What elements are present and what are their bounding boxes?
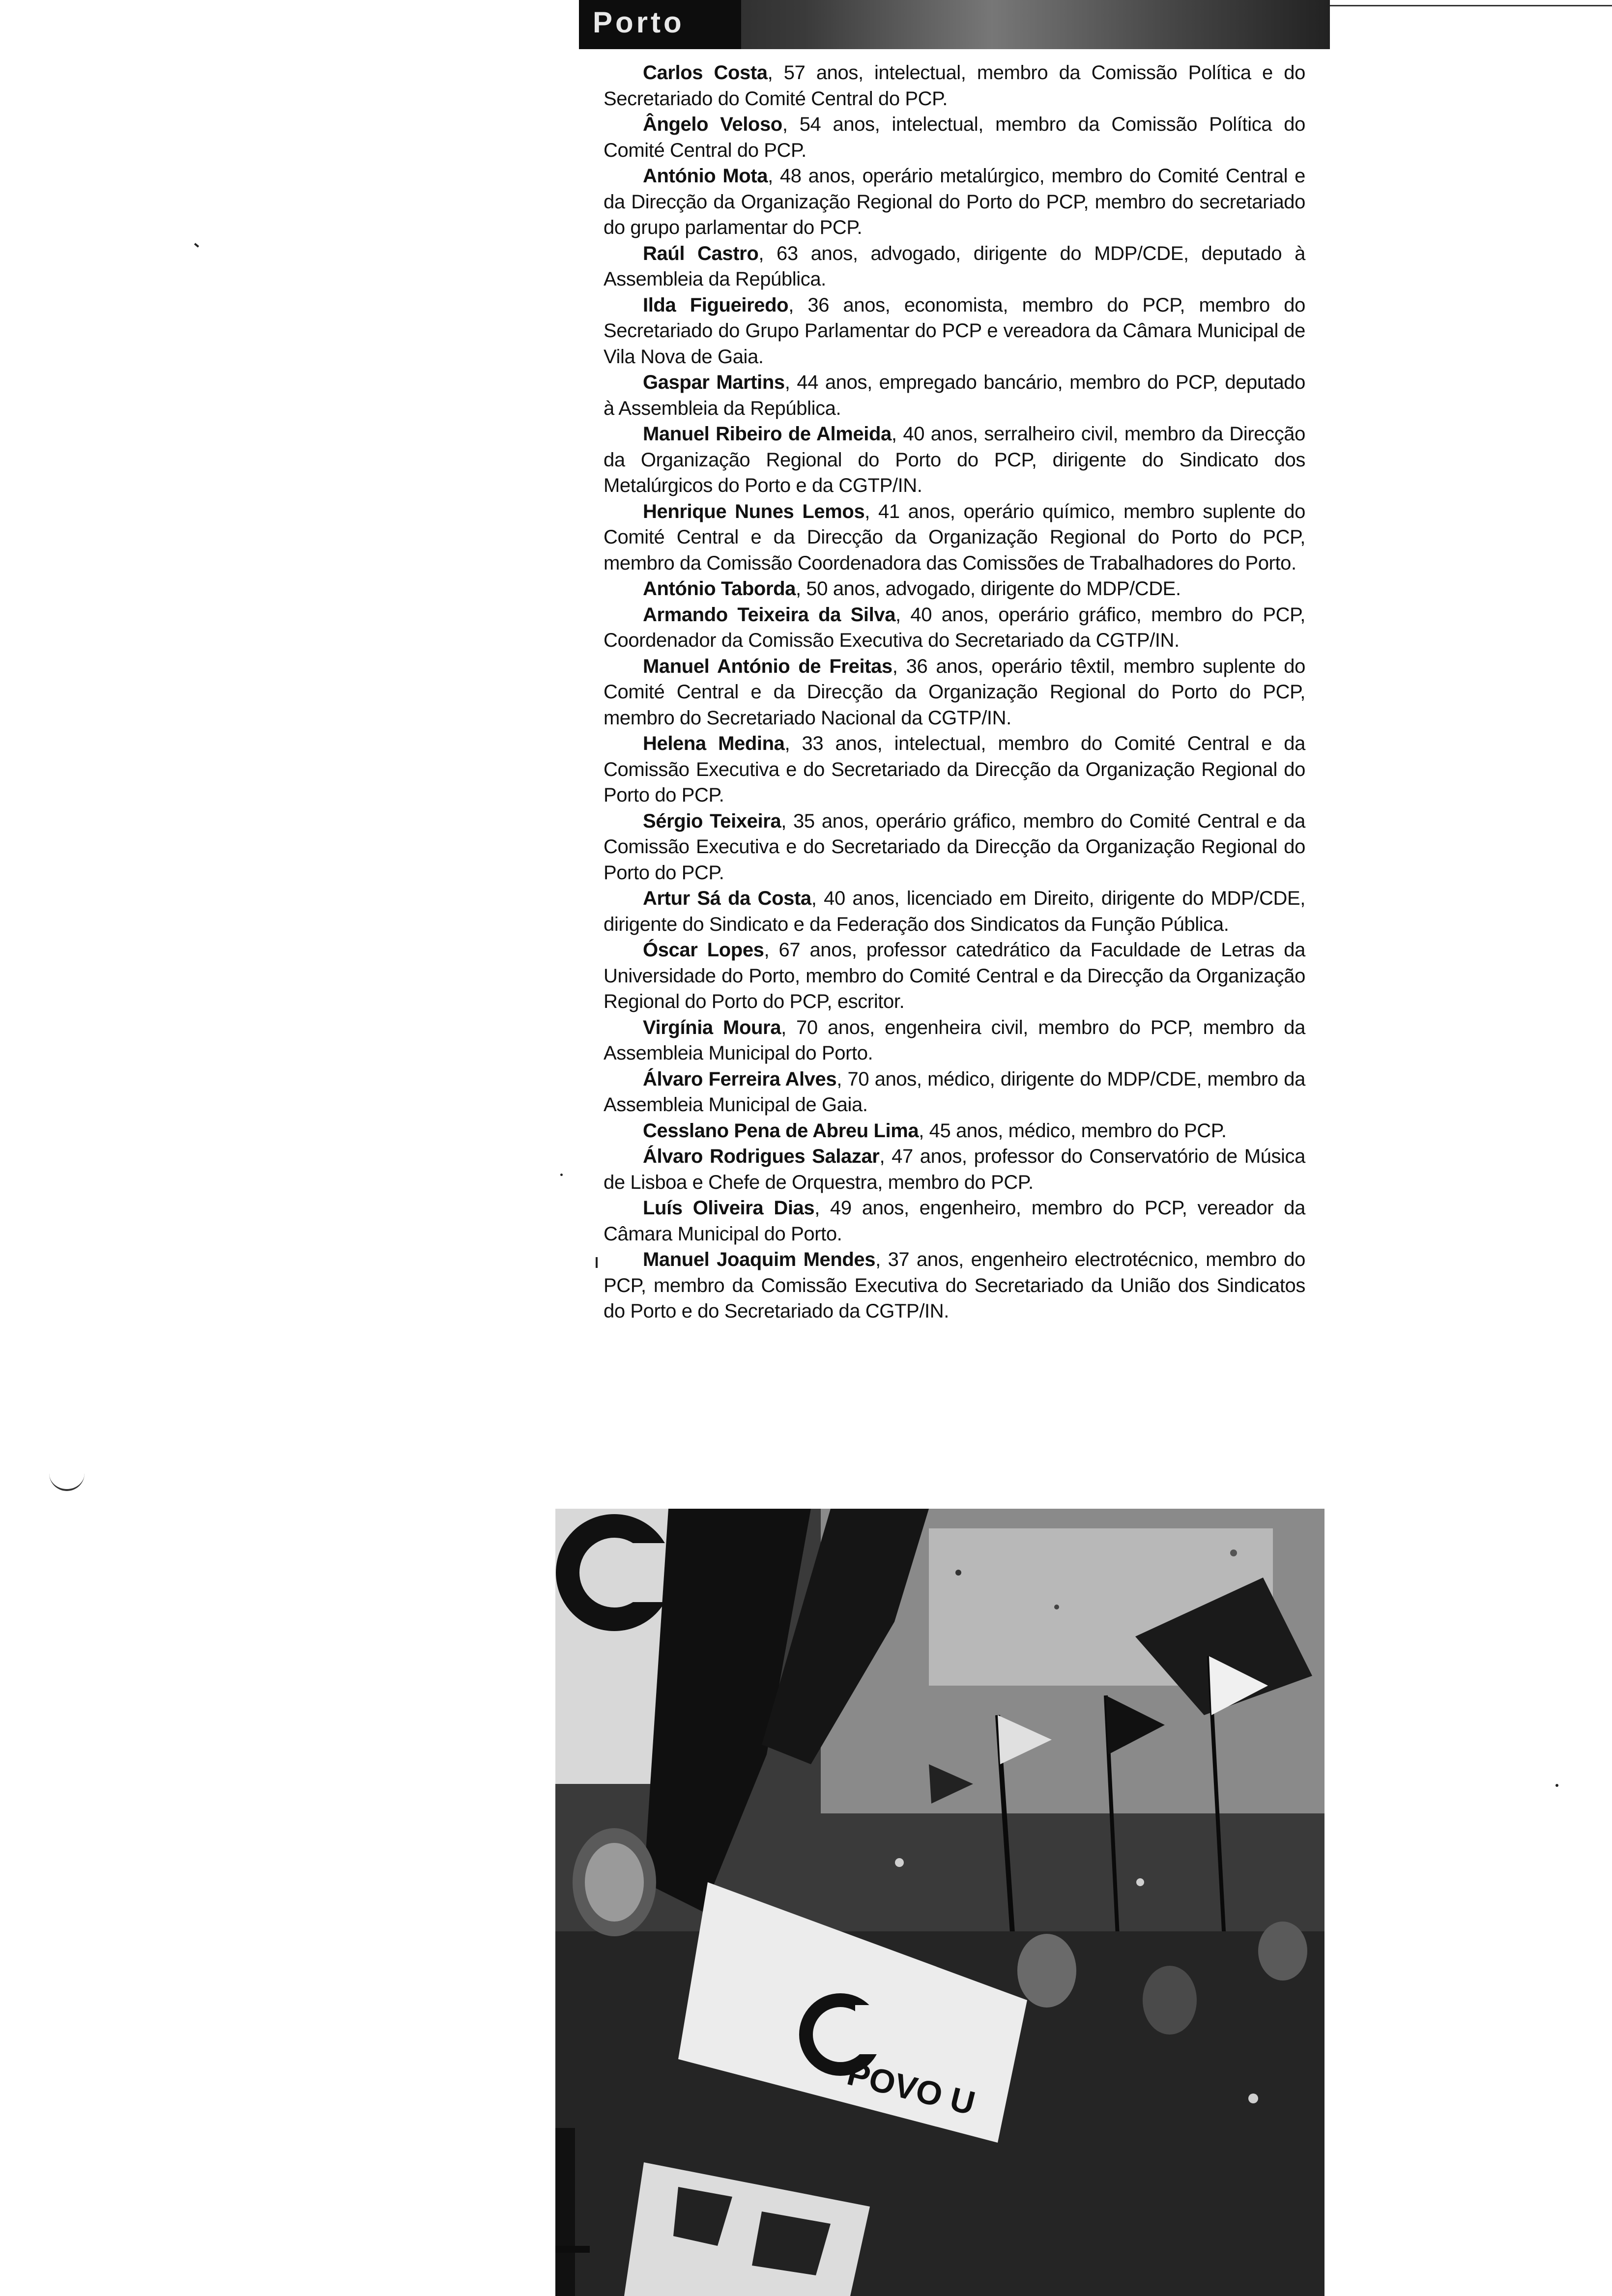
candidate-name: Manuel Ribeiro de Almeida	[643, 423, 892, 445]
candidate-name: Carlos Costa	[643, 62, 768, 84]
candidate-entry	[604, 1195, 1305, 1247]
candidate-entry	[604, 654, 1305, 731]
candidate-description: , 57 anos, intelectual, membro da Comissão Política e do Secretariado do Comité Central do PCP.	[604, 62, 1305, 110]
section-header-title: Porto	[593, 6, 685, 39]
candidate-entry	[604, 1144, 1305, 1195]
candidate-name: Manuel Joaquim Mendes	[643, 1249, 876, 1270]
candidate-description: , 40 anos, licenciado em Direito, dirigente do MDP/CDE, dirigente do Sindicato e da Federação dos Sindicatos da Função Pública.	[604, 888, 1305, 935]
candidate-name: Sérgio Teixeira	[643, 810, 781, 832]
candidate-entry	[604, 163, 1305, 241]
candidate-description: , 47 anos, professor do Conservatório de Música de Lisboa e Chefe de Orquestra, membro do PCP.	[604, 1146, 1305, 1193]
candidate-entry	[604, 112, 1305, 163]
candidate-name: Ângelo Veloso	[643, 114, 782, 135]
candidate-entry	[604, 1118, 1305, 1144]
candidate-name: Armando Teixeira da Silva	[643, 603, 896, 626]
candidate-name: Gaspar Martins	[643, 372, 785, 393]
candidate-name: Helena Medina	[643, 733, 785, 754]
scan-speck	[560, 1174, 563, 1176]
candidate-name: Henrique Nunes Lemos	[643, 500, 865, 522]
header-rule	[1330, 5, 1612, 6]
candidate-entry	[604, 886, 1305, 937]
candidate-entry	[604, 292, 1305, 370]
candidate-name: Álvaro Rodrigues Salazar	[643, 1146, 880, 1167]
candidate-description: , 44 anos, empregado bancário, membro do PCP, deputado à Assembleia da República.	[604, 372, 1305, 419]
candidate-description: , 54 anos, intelectual, membro da Comissão Política do Comité Central do PCP.	[604, 114, 1305, 161]
candidate-entry	[604, 937, 1305, 1015]
candidate-description: , 33 anos, intelectual, membro do Comité Central e da Comissão Executiva e do Secretariado da Direcção da Organização Regional do Porto do PCP.	[604, 733, 1305, 806]
candidate-entry	[604, 370, 1305, 421]
candidate-name: Raúl Castro	[643, 242, 759, 264]
candidate-name: Luís Oliveira Dias	[643, 1197, 815, 1219]
scan-speck	[596, 1257, 598, 1268]
candidate-description: , 40 anos, operário gráfico, membro do PCP, Coordenador da Comissão Executiva do Secretariado da CGTP/IN.	[604, 603, 1305, 651]
candidate-entry	[604, 499, 1305, 576]
rally-photo-graphic	[555, 1509, 1324, 2296]
candidate-entry	[604, 60, 1305, 112]
candidate-name: Cesslano Pena de Abreu Lima	[643, 1119, 919, 1142]
candidate-description: , 67 anos, professor catedrático da Faculdade de Letras da Universidade do Porto, membro do Comité Central e da Direcção da Organização Regional do Porto do PCP, escritor.	[604, 939, 1305, 1012]
candidate-description: , 41 anos, operário químico, membro suplente do Comité Central e da Direcção da Organização Regional do Porto do PCP, membro da Comissão Coordenadora das Comissões de Trabalhadores do Porto.	[604, 500, 1305, 574]
candidate-list	[604, 60, 1305, 1324]
candidate-entry	[604, 602, 1305, 654]
candidate-description: , 70 anos, engenheira civil, membro do PCP, membro da Assembleia Municipal do Porto.	[604, 1016, 1305, 1064]
section-header-banner	[579, 0, 1330, 49]
candidate-name: António Mota	[643, 165, 768, 187]
scan-speck	[194, 243, 199, 247]
candidate-name: Artur Sá da Costa	[643, 888, 811, 909]
rally-photo	[555, 1509, 1324, 2296]
candidate-description: , 37 anos, engenheiro electrotécnico, membro do PCP, membro da Comissão Executiva do Secretariado da União dos Sindicatos do Porto e do Secretariado da CGTP/IN.	[604, 1249, 1305, 1322]
candidate-description: , 50 anos, advogado, dirigente do MDP/CDE.	[796, 578, 1181, 600]
candidate-name: Virgínia Moura	[643, 1016, 781, 1038]
candidate-description: , 45 anos, médico, membro do PCP.	[919, 1119, 1227, 1142]
candidate-entry	[604, 241, 1305, 292]
candidate-description: , 36 anos, operário têxtil, membro suplente do Comité Central e da Direcção da Organização Regional do Porto do PCP, membro do Secretariado Nacional da CGTP/IN.	[604, 655, 1306, 729]
candidate-name: António Taborda	[643, 578, 796, 600]
candidate-entry	[604, 731, 1305, 808]
candidate-entry	[604, 1015, 1305, 1066]
candidate-entry	[604, 421, 1305, 499]
candidate-description: , 48 anos, operário metalúrgico, membro do Comité Central e da Direcção da Organização Regional do Porto do PCP, membro do secretariado do grupo parlamentar do PCP.	[604, 165, 1305, 238]
candidate-entry	[604, 1247, 1305, 1324]
scan-speck	[1555, 1784, 1558, 1787]
candidate-name: Óscar Lopes	[643, 939, 764, 961]
banner-lettering: POVO U	[843, 2054, 979, 2123]
candidate-description: , 63 anos, advogado, dirigente do MDP/CDE, deputado à Assembleia da República.	[604, 242, 1306, 290]
candidate-entry	[604, 1066, 1305, 1118]
candidate-name: Ilda Figueiredo	[643, 294, 789, 316]
candidate-name: Álvaro Ferreira Alves	[643, 1068, 837, 1090]
candidate-description: , 35 anos, operário gráfico, membro do Comité Central e da Comissão Executiva e do Secretariado da Direcção da Organização Regional do Porto do PCP.	[604, 810, 1305, 884]
candidate-description: , 49 anos, engenheiro, membro do PCP, vereador da Câmara Municipal do Porto.	[604, 1197, 1305, 1245]
candidate-entry	[604, 576, 1305, 602]
candidate-description: , 40 anos, serralheiro civil, membro da Direcção da Organização Regional do Porto do PCP, dirigente do Sindicato dos Metalúrgicos do Porto e da CGTP/IN.	[604, 423, 1306, 496]
candidate-entry	[604, 808, 1305, 886]
candidate-description: , 70 anos, médico, dirigente do MDP/CDE, membro da Assembleia Municipal de Gaia.	[604, 1068, 1305, 1116]
candidate-name: Manuel António de Freitas	[643, 655, 892, 677]
candidate-description: , 36 anos, economista, membro do PCP, membro do Secretariado do Grupo Parlamentar do PCP e vereadora da Câmara Municipal de Vila Nova de Gaia.	[604, 294, 1305, 368]
scan-arc-mark	[49, 1469, 85, 1491]
